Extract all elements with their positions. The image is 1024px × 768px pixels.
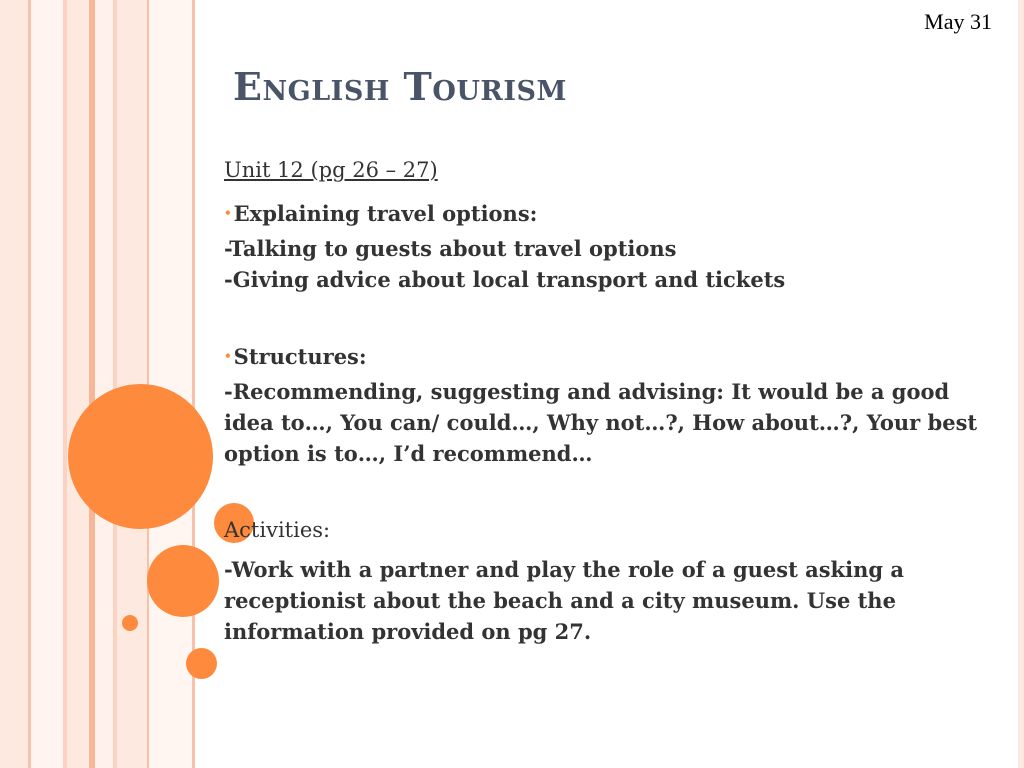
decorative-circle	[186, 648, 217, 679]
section-structures	[224, 341, 994, 469]
decorative-circle-large	[68, 384, 213, 529]
stripe	[67, 0, 89, 768]
section-heading: Structures:	[233, 344, 367, 369]
bullet-icon: •	[224, 349, 232, 363]
slide-date: May 31	[924, 9, 992, 34]
right-edge-stripe	[1018, 0, 1024, 768]
section-line: -Giving advice about local transport and tickets	[224, 267, 786, 292]
activities-heading: Activities:	[224, 518, 331, 542]
bullet-icon: •	[224, 206, 232, 220]
stripe	[0, 0, 28, 768]
section-line: -Talking to guests about travel options	[224, 236, 677, 261]
section-line: -Recommending, suggesting and advising: It would be a good idea to…, You can/ could…, Why not…?, How about…?, Your best option is to…, I’d recommend…	[224, 379, 978, 466]
decorative-circle-medium	[147, 545, 219, 617]
stripe	[149, 0, 192, 768]
section-heading: Explaining travel options:	[233, 201, 538, 226]
stripe	[95, 0, 113, 768]
slide-body	[224, 155, 994, 647]
unit-heading: Unit 12 (pg 26 – 27)	[224, 158, 438, 182]
decorative-circle-small	[122, 615, 138, 631]
activities-text: -Work with a partner and play the role of a guest asking a receptionist about the beach and a city museum. Use the information provided on pg 27.	[224, 557, 904, 644]
slide-title: English Tourism	[233, 64, 567, 109]
section-travel-options	[224, 198, 994, 295]
decorative-stripes	[0, 0, 200, 768]
stripe	[31, 0, 63, 768]
